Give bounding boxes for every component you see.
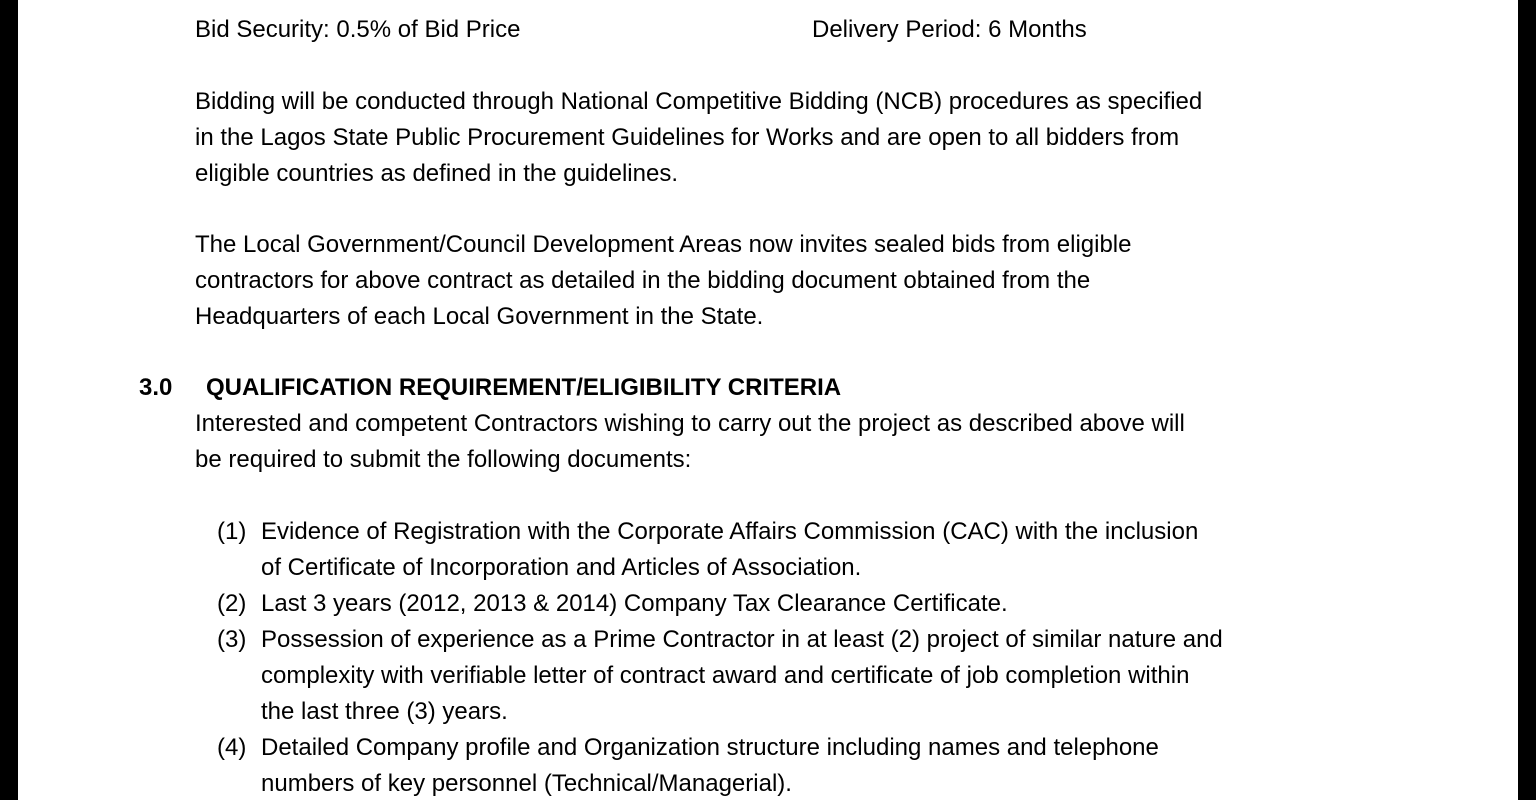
- list-item-line: Evidence of Registration with the Corporate Affairs Commission (CAC) with the inclusion: [261, 518, 1199, 545]
- paragraph-line: in the Lagos State Public Procurement Guidelines for Works and are open to all bidders from: [195, 124, 1180, 151]
- list-item-number: (3): [217, 626, 247, 653]
- section-intro-paragraph: [195, 406, 1375, 478]
- list-item-line: complexity with verifiable letter of contract award and certificate of job completion within: [261, 662, 1190, 689]
- requirements-list: [217, 514, 1377, 800]
- list-item-text: [261, 514, 1377, 586]
- paragraph-line: The Local Government/Council Development Areas now invites sealed bids from eligible: [195, 231, 1132, 258]
- list-item-number: (1): [217, 518, 247, 545]
- section-heading: [139, 370, 841, 406]
- list-item-number: (2): [217, 590, 247, 617]
- section-number: 3.0: [139, 374, 173, 401]
- paragraph-line: Headquarters of each Local Government in the State.: [195, 303, 764, 330]
- list-item-number: (4): [217, 734, 247, 761]
- list-item-line: Last 3 years (2012, 2013 & 2014) Company Tax Clearance Certificate.: [261, 590, 1008, 617]
- list-item-text: [261, 622, 1377, 730]
- paragraph-line: Interested and competent Contractors wishing to carry out the project as described above will: [195, 410, 1185, 437]
- paragraph-line: contractors for above contract as detailed in the bidding document obtained from the: [195, 267, 1091, 294]
- document-page: [18, 0, 1518, 800]
- paragraph-line: eligible countries as defined in the guidelines.: [195, 160, 678, 187]
- list-item: [217, 730, 1377, 800]
- paragraph-line: be required to submit the following documents:: [195, 446, 692, 473]
- list-item-line: numbers of key personnel (Technical/Managerial).: [261, 770, 792, 797]
- bidding-procedure-paragraph: [195, 84, 1375, 192]
- list-item-text: [261, 586, 1377, 622]
- section-title: QUALIFICATION REQUIREMENT/ELIGIBILITY CRITERIA: [206, 374, 842, 401]
- list-item-text: [261, 730, 1377, 800]
- paragraph-line: Bidding will be conducted through National Competitive Bidding (NCB) procedures as specified: [195, 88, 1203, 115]
- invitation-paragraph: [195, 227, 1375, 335]
- list-item-line: Possession of experience as a Prime Contractor in at least (2) project of similar nature and: [261, 626, 1223, 653]
- list-item: [217, 514, 1377, 586]
- list-item-line: of Certificate of Incorporation and Articles of Association.: [261, 554, 862, 581]
- list-item-line: the last three (3) years.: [261, 698, 508, 725]
- list-item-line: Detailed Company profile and Organization structure including names and telephone: [261, 734, 1159, 761]
- delivery-period-text: Delivery Period: 6 Months: [812, 16, 1087, 43]
- list-item: [217, 586, 1377, 622]
- bid-security-text: Bid Security: 0.5% of Bid Price: [195, 16, 521, 43]
- list-item: [217, 622, 1377, 730]
